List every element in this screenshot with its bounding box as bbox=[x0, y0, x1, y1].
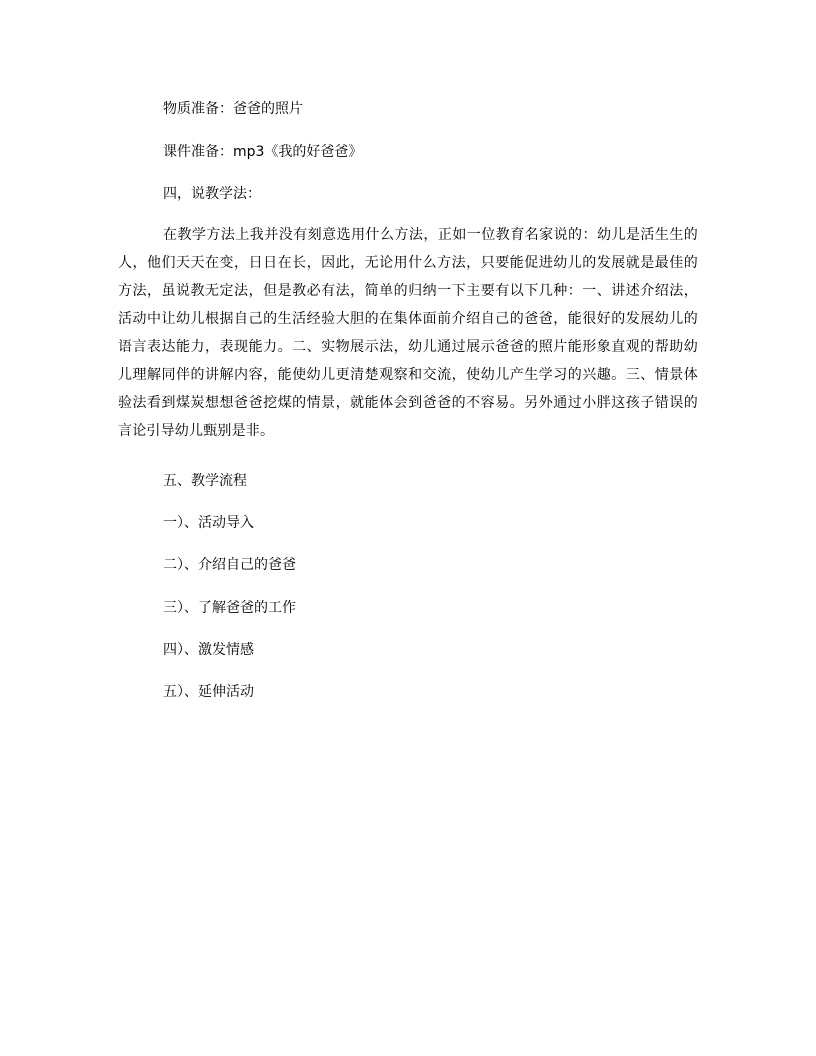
section-5-heading: 五、教学流程 bbox=[163, 473, 247, 489]
step-item-2: 二）、介绍自己的爸爸 bbox=[163, 557, 296, 573]
step-item-3: 三）、了解爸爸的工作 bbox=[163, 600, 296, 616]
section-4-heading: 四，说教学法： bbox=[163, 186, 261, 202]
section-4-paragraph: 在教学方法上我并没有刻意选用什么方法，正如一位教育名家说的：幼儿是活生生的人，他们天天在变，日日在长，因此，无论用什么方法，只要能促进幼儿的发展就是最佳的方法，虽说教无定法，但是教必有法，简单的归纳一下主要有以下几种：一、讲述介绍法，活动中让幼儿根据自己的生活经验大胆的在集体面前介绍自己的爸爸，能很好的发展幼儿的语言表达能力，表现能力。二、实物展示法，幼儿通过展示爸爸的照片能形象直观的帮助幼儿理解同伴的讲解内容，能使幼儿更清楚观察和交流，使幼儿产生学习的兴趣。三、情景体验法看到煤炭想想爸爸挖煤的情景，就能体会到爸爸的不容易。另外通过小胖这孩子错误的言论引导幼儿甄别是非。 bbox=[118, 227, 698, 439]
step-item-4: 四）、激发情感 bbox=[163, 642, 254, 658]
material-prep-line: 物质准备：爸爸的照片 bbox=[163, 101, 303, 117]
courseware-prep-line: 课件准备：mp3《我的好爸爸》 bbox=[163, 144, 363, 160]
step-item-1: 一）、活动导入 bbox=[163, 515, 254, 531]
step-item-5: 五）、延伸活动 bbox=[163, 684, 254, 700]
